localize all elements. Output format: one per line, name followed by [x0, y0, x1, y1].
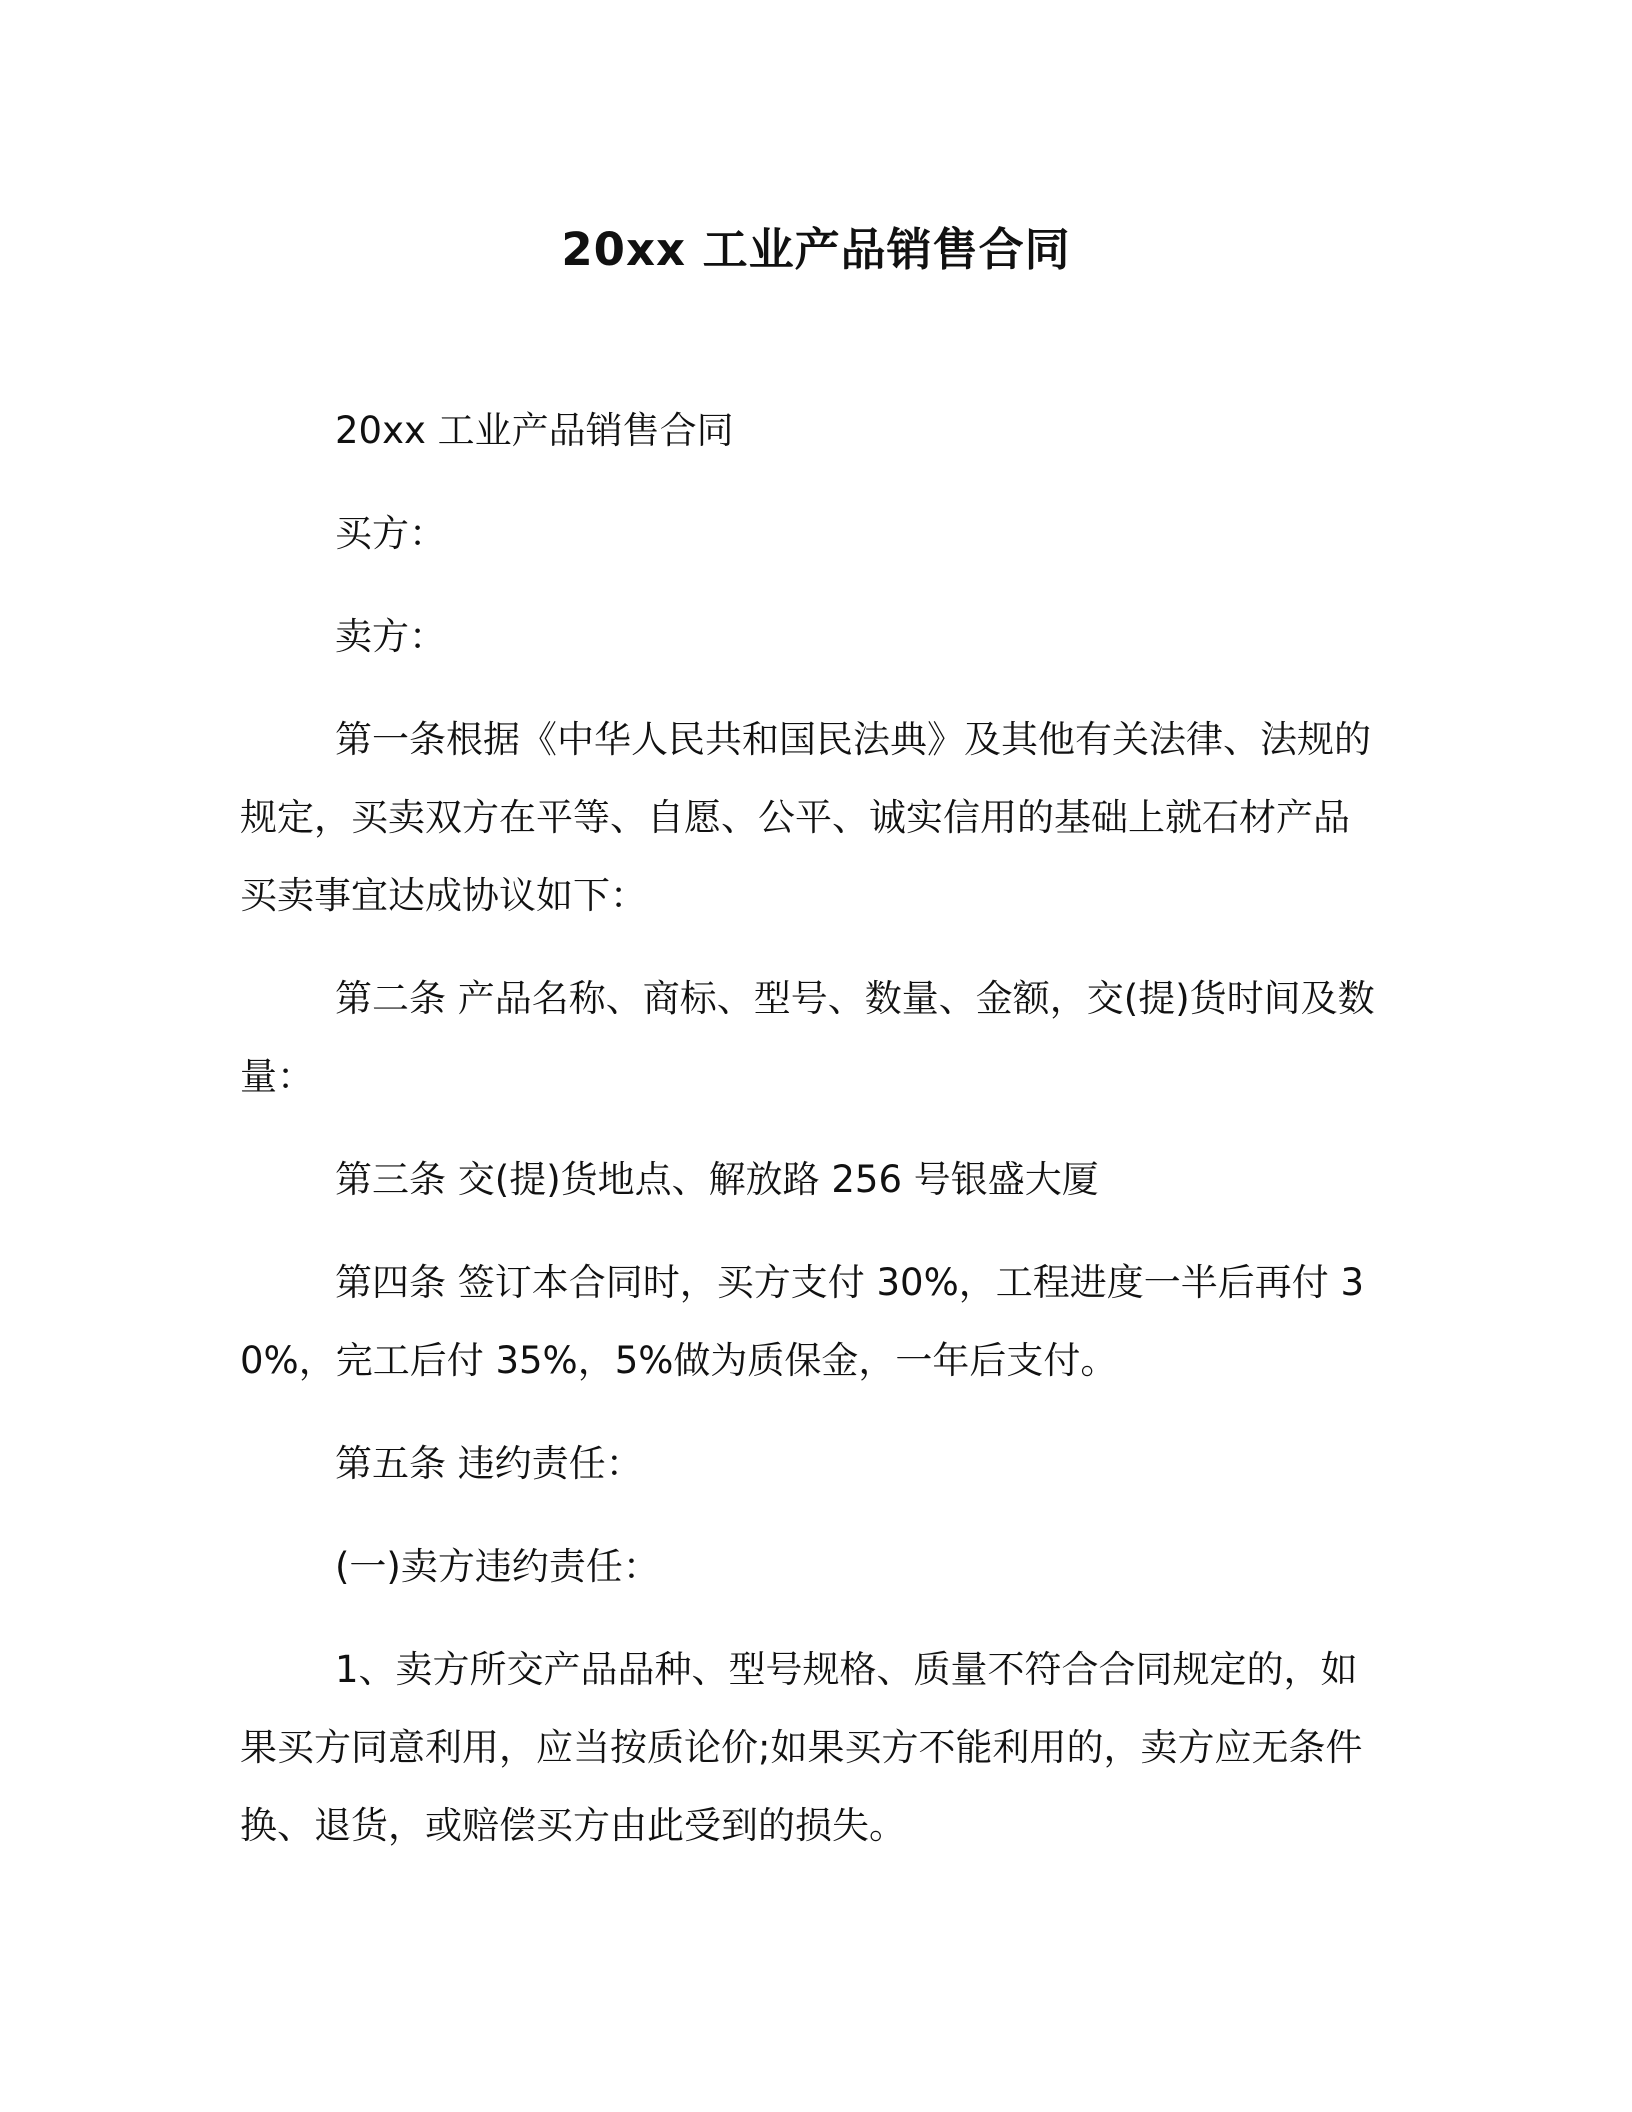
paragraph-article-3: 第三条 交(提)货地点、解放路 256 号银盛大厦 [335, 1158, 1099, 1201]
document-title: 20xx 工业产品销售合同 [561, 223, 1071, 276]
document-body [240, 392, 1380, 1890]
paragraph-article-2: 第二条 产品名称、商标、型号、数量、金额，交(提)货时间及数量： [240, 977, 1375, 1098]
paragraph-article-4: 第四条 签订本合同时，买方支付 30%，工程进度一半后再付 30%，完工后付 35%，5%做为质保金，一年后支付。 [240, 1261, 1365, 1382]
paragraph-seller: 卖方： [335, 615, 446, 658]
paragraph-heading: 20xx 工业产品销售合同 [335, 409, 734, 452]
paragraph-buyer: 买方： [335, 512, 446, 555]
paragraph-seller-liability: (一)卖方违约责任： [335, 1545, 660, 1588]
paragraph-article-5: 第五条 违约责任： [335, 1442, 643, 1485]
paragraph-article-1: 第一条根据《中华人民共和国民法典》及其他有关法律、法规的规定，买卖双方在平等、自愿、公平、诚实信用的基础上就石材产品买卖事宜达成协议如下： [240, 718, 1371, 917]
paragraph-item-1: 1、卖方所交产品品种、型号规格、质量不符合合同规定的，如果买方同意利用，应当按质论价;如果买方不能利用的，卖方应无条件换、退货，或赔偿买方由此受到的损失。 [240, 1648, 1363, 1847]
